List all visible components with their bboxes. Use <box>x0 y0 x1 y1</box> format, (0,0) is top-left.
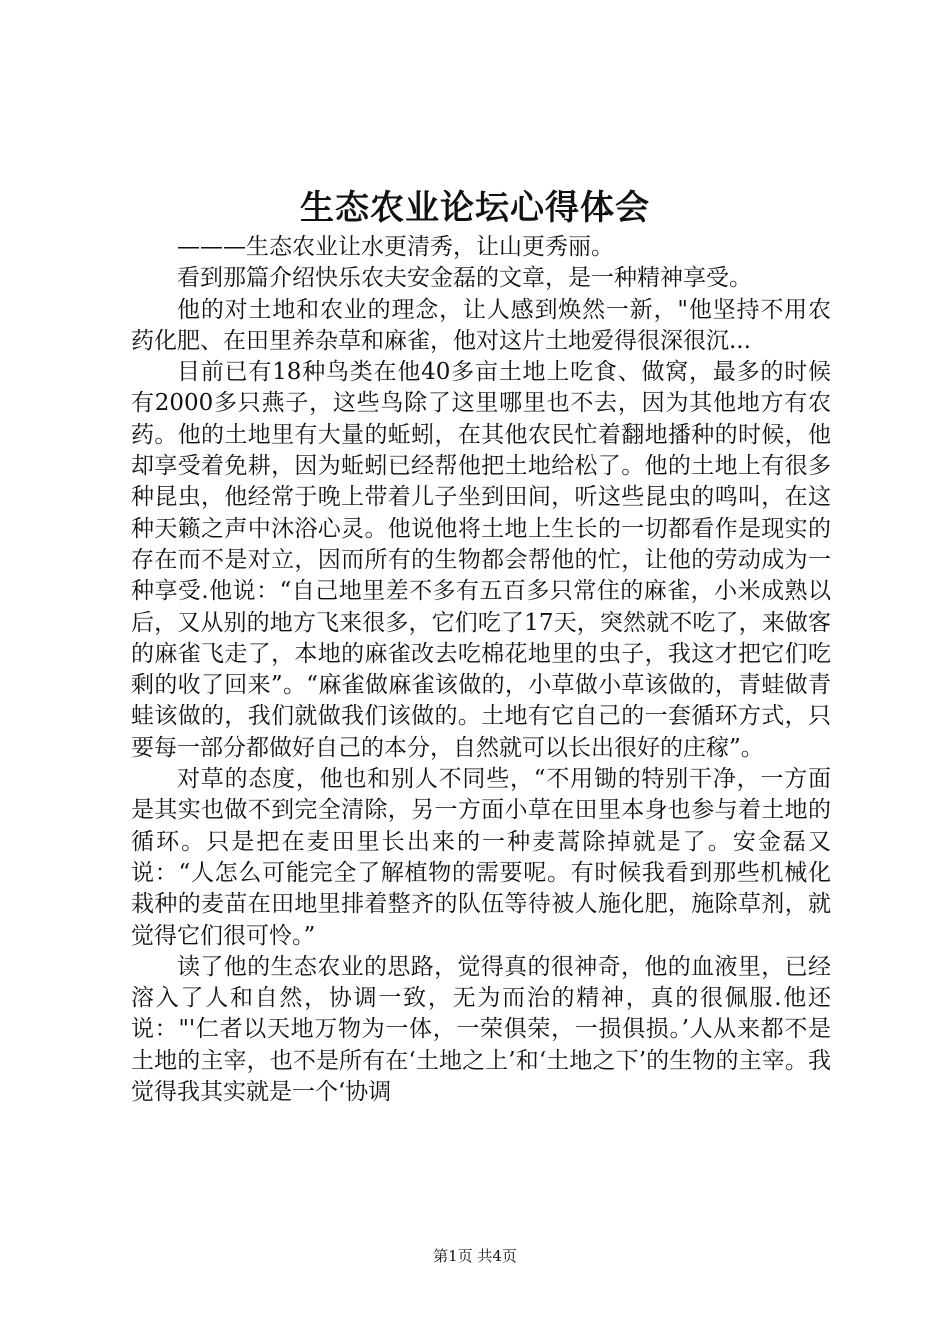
paragraph: 他的对土地和农业的理念，让人感到焕然一新，"他坚持不用农药化肥、在田里养杂草和麻雀，他对这片土地爱得很深很沉... <box>131 296 831 354</box>
paragraph-subtitle: ———生态农业让水更清秀，让山更秀丽。 <box>177 234 614 260</box>
paragraph: 读了他的生态农业的思路，觉得真的很神奇，他的血液里，已经溶入了人和自然，协调一致，无为而治的精神，真的很佩服.他还说："'仁者以天地万物为一体，一荣俱荣，一损俱损。’人从来都不是土地的主宰，也不是所有在‘土地之上’和‘土地之下’的生物的主宰。我觉得我其实就是一个‘协调 <box>131 953 831 1106</box>
paragraph: 目前已有18种鸟类在他40多亩土地上吃食、做窝，最多的时候有2000多只燕子，这些鸟除了这里哪里也不去，因为其他地方有农药。他的土地里有大量的蚯蚓，在其他农民忙着翻地播种的时候，他却享受着免耕，因为蚯蚓已经帮他把土地给松了。他的土地上有很多种昆虫，他经常于晚上带着儿子坐到田间，听这些昆虫的鸣叫，在这种天籁之声中沐浴心灵。他说他将土地上生长的一切都看作是现实的存在而不是对立，因而所有的生物都会帮他的忙，让他的劳动成为一种享受.他说：“自己地里差不多有五百多只常住的麻雀，小米成熟以后，又从别的地方飞来很多，它们吃了17天，突然就不吃了，来做客的麻雀飞走了，本地的麻雀改去吃棉花地里的虫子，我这才把它们吃剩的收了回来”。“麻雀做麻雀该做的，小草做小草该做的，青蛙做青蛙该做的，我们就做我们该做的。土地有它自己的一套循环方式，只要每一部分都做好自己的本分，自然就可以长出很好的庄稼”。 <box>131 359 831 761</box>
page-indicator: 第1页 共4页 <box>433 1247 517 1265</box>
paragraph: 看到那篇介绍快乐农夫安金磊的文章，是一种精神享受。 <box>177 265 752 292</box>
document-title: 生态农业论坛心得体会 <box>300 188 650 228</box>
paragraph: 对草的态度，他也和别人不同些，“不用锄的特别干净，一方面是其实也做不到完全清除，另一方面小草在田里本身也参与着土地的循环。只是把在麦田里长出来的一种麦蒿除掉就是了。安金磊又说：“人怎么可能完全了解植物的需要呢。有时候我看到那些机械化栽种的麦苗在田地里排着整齐的队伍等待被人施化肥，施除草剂，就觉得它们很可怜。” <box>131 766 831 949</box>
document-body <box>131 232 831 1108</box>
